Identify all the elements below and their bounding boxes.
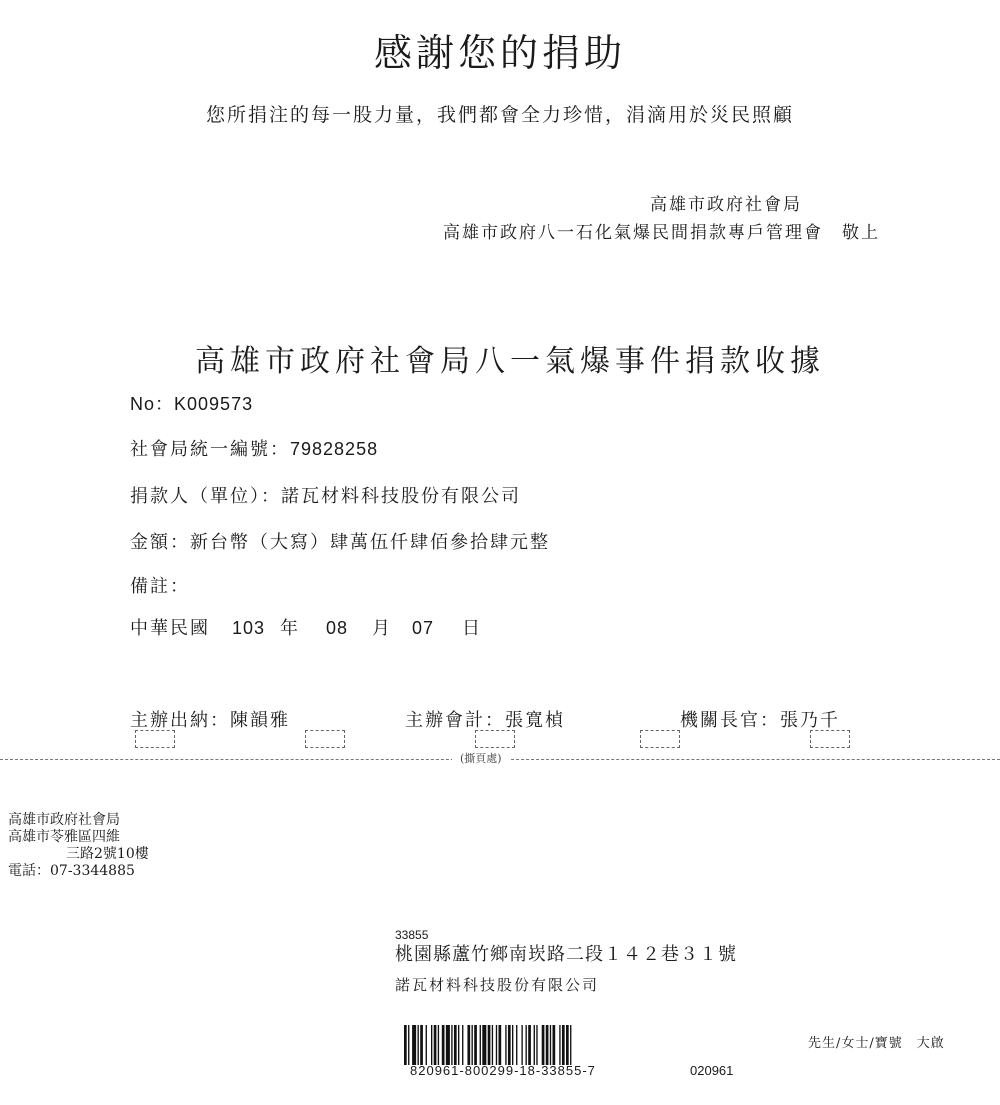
unified-id [130,435,378,461]
barcode-bar [431,1025,432,1065]
date-year: 103 [232,618,266,638]
stamp-box [475,730,515,748]
barcode-bar [512,1025,513,1065]
org-line-1: 高雄市政府社會局 [650,195,802,215]
barcode-bar [566,1025,569,1065]
barcode-bar [534,1025,535,1065]
receipt-date [130,614,482,640]
date-month: 08 [326,618,349,638]
stamp-box [810,730,850,748]
barcode-bar [420,1025,423,1065]
org-line-2: 高雄市政府八一石化氣爆民間捐款專戶管理會 敬上 [443,223,880,243]
recipient-zip: 33855 [395,928,429,942]
barcode-bar [408,1025,409,1065]
barcode-bar [474,1025,477,1065]
sender-line: 電話：07-3344885 [8,863,135,879]
thank-you-message: 您所捐注的每一股力量，我們都會全力珍惜，涓滴用於災民照顧 [205,104,794,126]
barcode-bar [458,1025,459,1065]
sender-address [8,812,149,880]
barcode-bar [404,1025,407,1065]
barcode-bar [536,1025,537,1065]
receipt-number-value: K009573 [174,394,254,414]
date-day: 07 [412,618,435,638]
stamp-box [135,730,175,748]
unified-id-label: 社會局統一編號： [130,439,290,460]
amount-value: 新台幣（大寫）肆萬伍仟肆佰參拾肆元整 [190,532,550,553]
barcode-bar [559,1025,560,1065]
barcode-bar [426,1025,427,1065]
barcode-bar [488,1025,491,1065]
barcode-number: 820961-800299-18-33855-7 [410,1063,596,1078]
sender-line: 三路2號10樓 [66,846,149,862]
barcode-bar [496,1025,497,1065]
receipt-number-label: No： [130,394,175,414]
barcode-bar [562,1025,565,1065]
unified-id-value: 79828258 [290,439,379,459]
barcode-bar [467,1025,470,1065]
barcode-bar [505,1025,506,1065]
sender-line: 高雄市政府社會局 [8,812,120,828]
note [130,572,190,598]
barcode-bar [553,1025,556,1065]
amount-label: 金額： [130,532,190,553]
barcode-bar [550,1025,551,1065]
barcode-bar [434,1025,437,1065]
barcode-bar [438,1025,439,1065]
barcode-bar [418,1025,419,1065]
salutation: 先生/女士/寶號 大啟 [808,1036,945,1051]
barcode-bar [499,1025,502,1065]
barcode-bar [482,1025,486,1065]
barcode-bar [570,1025,571,1065]
barcode-bar [480,1025,481,1065]
cashier-signature: 主辦出納：陳韻雅 [130,710,290,731]
barcode-bar [442,1025,445,1065]
recipient-name: 諾瓦材料科技股份有限公司 [395,976,600,994]
thank-you-title: 感謝您的捐助 [373,31,626,75]
barcode-bar [492,1025,493,1065]
barcode-bar [446,1025,450,1065]
stamp-box [640,730,680,748]
barcode-bar [521,1025,522,1065]
accountant-signature: 主辦會計：張寬楨 [405,710,565,731]
date-day-label: 日 [462,618,482,639]
barcode-bar [472,1025,473,1065]
sender-line: 高雄市苓雅區四維 [8,829,120,845]
barcode [404,1025,648,1065]
date-month-label: 月 [372,618,392,639]
barcode-bar [508,1025,511,1065]
date-era: 中華民國 [130,618,210,639]
barcode-bar [462,1025,463,1065]
date-year-label: 年 [280,618,300,639]
barcode-bar [454,1025,457,1065]
receipt-title: 高雄市政府社會局八一氣爆事件捐款收據 [195,344,825,379]
barcode-bar [542,1025,545,1065]
barcode-bar [528,1025,531,1065]
tear-label: (撕頁處) [452,750,510,766]
barcode-bar [516,1025,517,1065]
mail-code: 020961 [690,1063,734,1078]
head-signature: 機關長官：張乃千 [680,710,840,731]
barcode-bar [412,1025,416,1065]
donor-value: 諾瓦材料科技股份有限公司 [281,486,521,507]
barcode-bar [451,1025,452,1065]
recipient-address: 桃園縣蘆竹鄉南崁路二段１４２巷３１號 [395,944,737,965]
amount [130,528,550,554]
note-label: 備註： [130,576,190,597]
donor-label: 捐款人（單位）： [130,486,281,507]
receipt-number [130,390,253,416]
barcode-bar [526,1025,527,1065]
barcode-bar [546,1025,549,1065]
stamp-box [305,730,345,748]
donor [130,482,521,508]
